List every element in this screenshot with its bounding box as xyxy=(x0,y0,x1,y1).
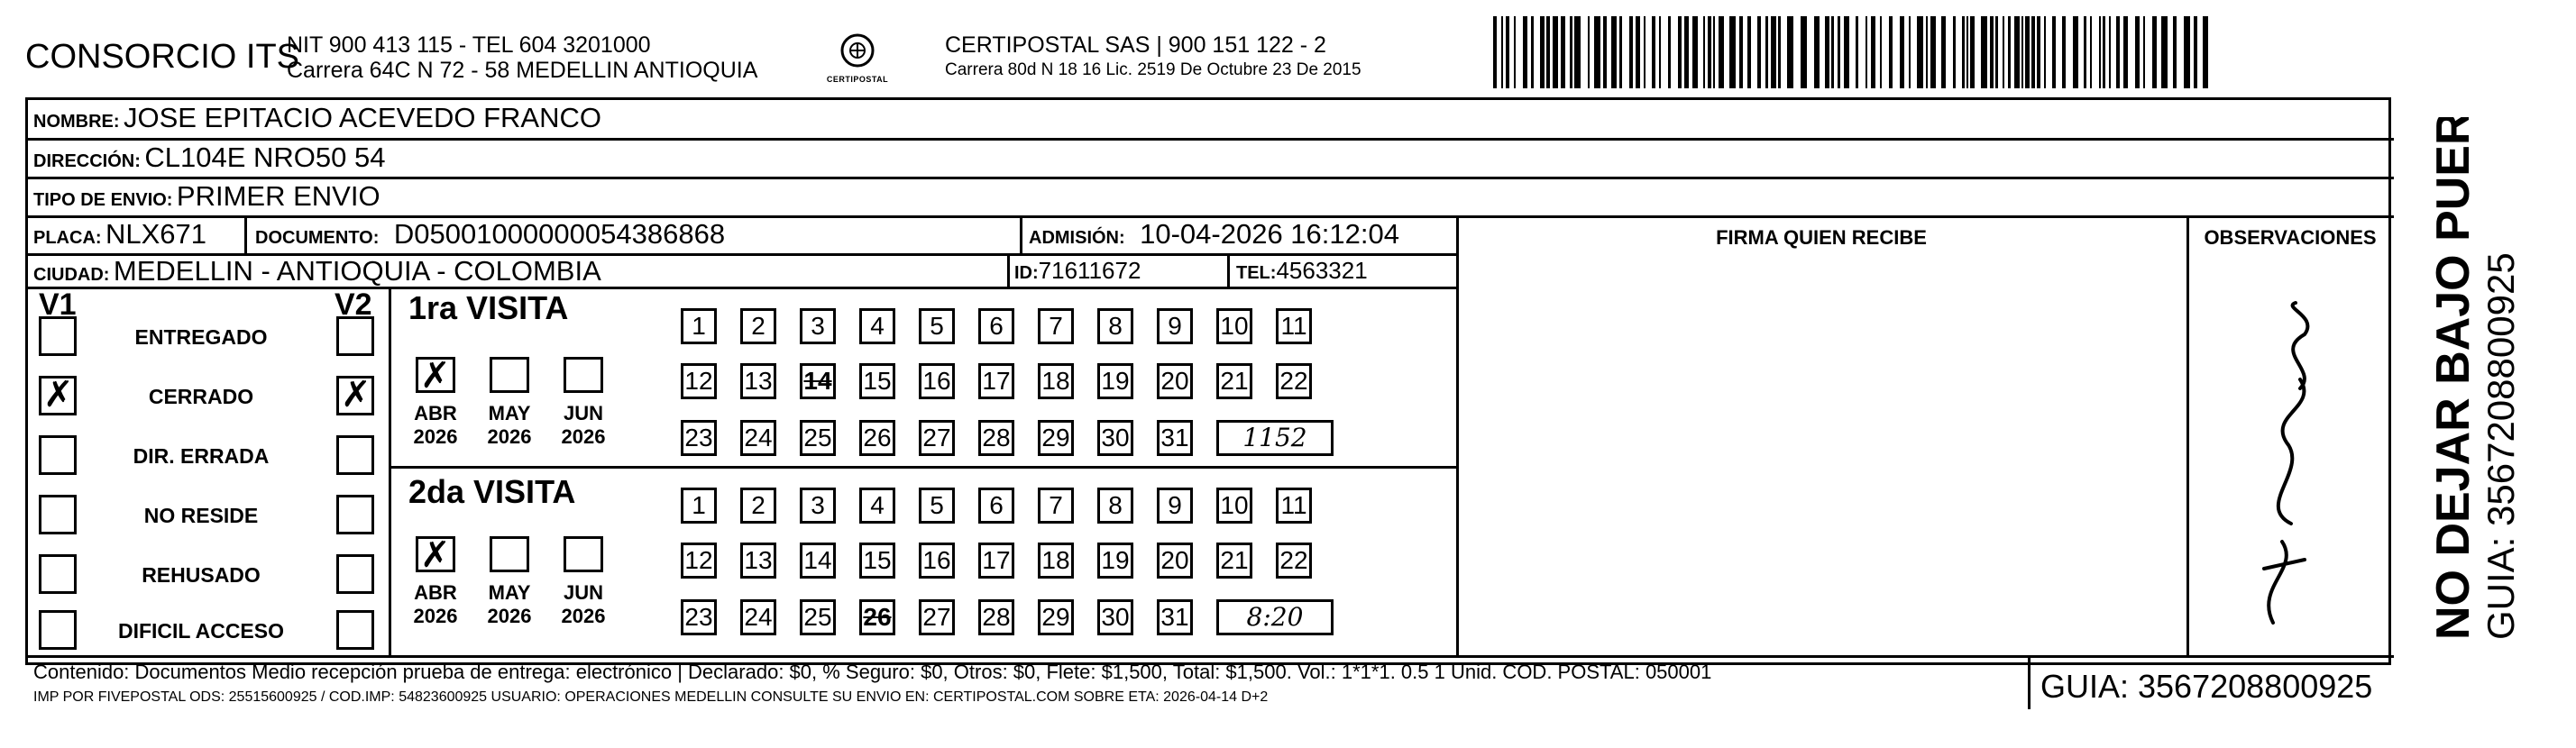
reason-label: DIFICIL ACCESO xyxy=(117,619,284,643)
v2-checkbox[interactable] xyxy=(336,376,374,415)
nombre-field xyxy=(33,102,601,134)
barcode-bar xyxy=(1644,16,1646,88)
barcode-bar xyxy=(1787,16,1793,88)
day-box[interactable]: 31 xyxy=(1157,420,1193,456)
day-box[interactable]: 13 xyxy=(740,543,776,579)
barcode-bar xyxy=(1917,16,1923,88)
day-box[interactable]: 9 xyxy=(1157,488,1193,524)
ciudad-field xyxy=(33,255,601,287)
day-box[interactable]: 26 xyxy=(859,599,895,635)
barcode-bar xyxy=(1814,16,1820,88)
barcode-bar xyxy=(1594,16,1600,88)
barcode-bar xyxy=(1719,16,1724,88)
day-box[interactable]: 21 xyxy=(1216,363,1252,399)
day-box[interactable]: 20 xyxy=(1157,543,1193,579)
barcode-bar xyxy=(1514,16,1516,88)
side-notice xyxy=(2406,117,2576,658)
day-box[interactable]: 3 xyxy=(800,308,836,344)
barcode-bar xyxy=(1506,16,1509,88)
day-box[interactable]: 25 xyxy=(800,420,836,456)
barcode-bar xyxy=(1856,16,1858,88)
barcode-bar xyxy=(2008,16,2011,88)
barcode-bar xyxy=(1765,16,1768,88)
side-notice-text: NO DEJAR BAJO PUERTA xyxy=(2427,117,2480,640)
placa-label: PLACA: xyxy=(33,228,102,248)
month-label: ABR 2026 xyxy=(413,402,458,448)
barcode-bar xyxy=(1668,16,1671,88)
footer-guia: GUIA: 3567208800925 xyxy=(2040,668,2373,705)
barcode-bar xyxy=(2031,16,2035,88)
barcode-bar xyxy=(1909,16,1911,88)
barcode-bar xyxy=(1866,16,1867,88)
day-box[interactable]: 7 xyxy=(1038,488,1074,524)
day-box[interactable]: 10 xyxy=(1216,488,1252,524)
footer-content-line: Contenido: Documentos Medio recepción prueba de entrega: electrónico | Declarado: $0, % Seguro: $0, Otros: $0, Flete: $1,500, Total: $1,500. Vol.: 1*1*1. 0.5 1 Unid. COD. POSTAL: 050001 xyxy=(33,661,1712,683)
second-visit-title: 2da VISITA xyxy=(408,473,576,510)
month-checkbox[interactable] xyxy=(490,536,529,572)
v2-checkbox[interactable] xyxy=(336,554,374,594)
tipo-envio-field xyxy=(33,180,380,213)
delivery-form xyxy=(25,97,2391,705)
v2-heading: V2 xyxy=(335,287,372,322)
day-box[interactable]: 28 xyxy=(978,420,1014,456)
day-box[interactable]: 4 xyxy=(859,308,895,344)
barcode-bar xyxy=(2021,16,2023,88)
barcode-bar xyxy=(2073,16,2078,88)
day-box[interactable]: 5 xyxy=(919,488,955,524)
day-box[interactable]: 1 xyxy=(681,308,717,344)
v2-checkbox[interactable] xyxy=(336,610,374,650)
month-checkbox[interactable] xyxy=(490,357,529,393)
barcode-bar xyxy=(1588,16,1590,88)
v1-checkbox[interactable] xyxy=(39,554,77,594)
day-box[interactable]: 20 xyxy=(1157,363,1193,399)
barcode-bar xyxy=(1926,16,1928,88)
day-box[interactable]: 17 xyxy=(978,363,1014,399)
barcode-bar xyxy=(1771,16,1776,88)
signature-image xyxy=(2219,298,2354,632)
barcode-bar xyxy=(2123,16,2128,88)
barcode-bar xyxy=(1501,16,1503,88)
barcode-bar xyxy=(1570,16,1572,88)
placa-value: NLX671 xyxy=(105,218,207,250)
day-box[interactable]: 24 xyxy=(740,420,776,456)
barcode-bar xyxy=(2025,16,2030,88)
tipo-envio-label: TIPO DE ENVIO: xyxy=(33,190,173,210)
barcode-bar xyxy=(1603,16,1607,88)
day-box[interactable]: 6 xyxy=(978,308,1014,344)
barcode-bar xyxy=(1684,16,1689,88)
v2-checkbox[interactable] xyxy=(336,495,374,534)
admision-label: ADMISIÓN: xyxy=(1029,228,1125,248)
barcode-bar xyxy=(1871,16,1875,88)
day-box[interactable]: 19 xyxy=(1097,543,1133,579)
check-mark-icon: ✗ xyxy=(43,374,74,415)
v1-checkbox[interactable] xyxy=(39,376,77,415)
direccion-label: DIRECCIÓN: xyxy=(33,151,141,171)
barcode-bar xyxy=(2194,16,2197,88)
day-box[interactable]: 24 xyxy=(740,599,776,635)
day-box[interactable]: 12 xyxy=(681,543,717,579)
day-box[interactable]: 7 xyxy=(1038,308,1074,344)
day-box[interactable]: 14 xyxy=(800,363,836,399)
day-box[interactable]: 16 xyxy=(919,363,955,399)
day-box[interactable]: 17 xyxy=(978,543,1014,579)
check-mark-icon: ✗ xyxy=(420,355,451,397)
day-box[interactable]: 15 xyxy=(859,363,895,399)
barcode-bar xyxy=(2116,16,2120,88)
certipostal-line: CERTIPOSTAL SAS | 900 151 122 - 2 xyxy=(945,32,1326,58)
documento-value: D05001000000054386868 xyxy=(393,218,726,250)
barcode-bar xyxy=(2099,16,2101,88)
id-label: ID: xyxy=(1014,263,1039,283)
day-box[interactable]: 30 xyxy=(1097,420,1133,456)
tipo-envio-value: PRIMER ENVIO xyxy=(176,180,380,212)
barcode-bar xyxy=(1825,16,1829,88)
barcode-bar xyxy=(1966,16,1968,88)
barcode-bar xyxy=(2037,16,2040,88)
month-checkbox[interactable] xyxy=(564,536,603,572)
day-box[interactable]: 22 xyxy=(1276,543,1312,579)
direccion-value: CL104E NRO50 54 xyxy=(144,141,386,173)
reason-label: NO RESIDE xyxy=(143,504,259,527)
barcode-bar xyxy=(1995,16,1998,88)
barcode-bar xyxy=(2152,16,2157,88)
barcode-bar xyxy=(1880,16,1882,88)
barcode-bar xyxy=(2135,16,2140,88)
day-box[interactable]: 30 xyxy=(1097,599,1133,635)
reason-label: DIR. ERRADA xyxy=(133,444,270,468)
month-label: ABR 2026 xyxy=(413,581,458,627)
day-box[interactable]: 19 xyxy=(1097,363,1133,399)
day-box[interactable]: 8 xyxy=(1097,488,1133,524)
barcode-bar xyxy=(1652,16,1655,88)
barcode-bar xyxy=(2203,16,2208,88)
barcode-bar xyxy=(1930,16,1936,88)
day-box[interactable]: 5 xyxy=(919,308,955,344)
barcode-bar xyxy=(1561,16,1565,88)
v2-checkbox[interactable] xyxy=(336,316,374,356)
barcode-bar xyxy=(2044,16,2046,88)
month-label: JUN 2026 xyxy=(561,581,606,627)
barcode-bar xyxy=(1953,16,1956,88)
day-box[interactable]: 14 xyxy=(800,543,836,579)
barcode-bar xyxy=(1941,16,1946,88)
barcode-bar xyxy=(2062,16,2066,88)
barcode-bar xyxy=(1962,16,1965,88)
barcode-bar xyxy=(2143,16,2145,88)
day-box[interactable]: 4 xyxy=(859,488,895,524)
barcode-bar xyxy=(1900,16,1904,88)
month-checkbox[interactable] xyxy=(416,355,455,397)
day-box[interactable]: 29 xyxy=(1038,420,1074,456)
day-box[interactable]: 31 xyxy=(1157,599,1193,635)
barcode-bar xyxy=(1629,16,1633,88)
barcode-bar xyxy=(1659,16,1661,88)
barcode-bar xyxy=(2161,16,2168,88)
day-box[interactable]: 28 xyxy=(978,599,1014,635)
barcode-bar xyxy=(1757,16,1761,88)
certipostal-block xyxy=(945,32,1361,83)
barcode-bar xyxy=(1531,16,1534,88)
day-box[interactable]: 12 xyxy=(681,363,717,399)
ciudad-value: MEDELLIN - ANTIOQUIA - COLOMBIA xyxy=(113,255,601,287)
v1-checkbox[interactable] xyxy=(39,495,77,534)
day-box[interactable]: 16 xyxy=(919,543,955,579)
day-box[interactable]: 15 xyxy=(859,543,895,579)
nombre-value: JOSE EPITACIO ACEVEDO FRANCO xyxy=(124,102,601,133)
barcode-bar xyxy=(1729,16,1736,88)
id-field xyxy=(1014,257,1141,285)
barcode-bar xyxy=(1990,16,1994,88)
placa-field xyxy=(33,218,206,251)
day-box[interactable]: 9 xyxy=(1157,308,1193,344)
barcode-bar xyxy=(1540,16,1545,88)
documento-label: DOCUMENTO: xyxy=(255,228,380,248)
company-nit-block xyxy=(287,32,757,83)
first-visit-title: 1ra VISITA xyxy=(408,289,569,326)
tel-field xyxy=(1236,257,1368,285)
barcode-bar xyxy=(1739,16,1743,88)
company-nit-line: NIT 900 413 115 - TEL 604 3201000 xyxy=(287,32,651,58)
day-box[interactable]: 3 xyxy=(800,488,836,524)
day-box[interactable]: 27 xyxy=(919,599,955,635)
reason-label: ENTREGADO xyxy=(134,325,268,349)
barcode-bar xyxy=(2084,16,2086,88)
v1-heading: V1 xyxy=(39,287,77,322)
barcode-bar xyxy=(1844,16,1849,88)
direccion-field xyxy=(33,141,385,174)
day-box[interactable]: 18 xyxy=(1038,543,1074,579)
day-box[interactable]: 8 xyxy=(1097,308,1133,344)
company-name: CONSORCIO ITS xyxy=(25,38,300,76)
company-address-line: Carrera 64C N 72 - 58 MEDELLIN ANTIOQUIA xyxy=(287,58,758,83)
day-box[interactable]: 25 xyxy=(800,599,836,635)
barcode-bar xyxy=(2184,16,2190,88)
day-box[interactable]: 26 xyxy=(859,420,895,456)
barcode-bar xyxy=(1981,16,1987,88)
day-box[interactable]: 27 xyxy=(919,420,955,456)
admision-value: 10-04-2026 16:12:04 xyxy=(1140,218,1399,250)
barcode-bar xyxy=(1678,16,1682,88)
day-box[interactable]: 23 xyxy=(681,599,717,635)
barcode-bar xyxy=(1970,16,1975,88)
month-label: MAY 2026 xyxy=(487,581,532,627)
barcode-bar xyxy=(2109,16,2111,88)
month-checkbox[interactable] xyxy=(564,357,603,393)
day-box[interactable]: 10 xyxy=(1216,308,1252,344)
certipostal-license-line: Carrera 80d N 18 16 Lic. 2519 De Octubre 23 De 2015 xyxy=(945,60,1361,79)
side-guia-text: GUIA: 3567208800925 xyxy=(2480,252,2522,640)
barcode-bar xyxy=(2090,16,2092,88)
firma-heading: FIRMA QUIEN RECIBE xyxy=(1716,226,1927,249)
barcode-bar xyxy=(1713,16,1715,88)
barcode-bar xyxy=(1703,16,1705,88)
v2-checkbox[interactable] xyxy=(336,435,374,475)
day-box[interactable]: 22 xyxy=(1276,363,1312,399)
barcode-bar xyxy=(1611,16,1617,88)
barcode-bar xyxy=(1801,16,1807,88)
barcode-bar xyxy=(2003,16,2004,88)
footer-print-line: IMP POR FIVEPOSTAL ODS: 25515600925 / COD.IMP: 54823600925 USUARIO: OPERACIONES MEDELLIN CONSULTE SU ENVIO EN: CERTIPOSTAL.COM SOBRE ETA: 2026-04-14 D+2 xyxy=(33,689,1269,705)
barcode-bar xyxy=(1708,16,1711,88)
barcode-bar xyxy=(1553,16,1558,88)
barcode-bar xyxy=(2052,16,2056,88)
day-box[interactable]: 11 xyxy=(1276,488,1312,524)
day-box[interactable]: 2 xyxy=(740,488,776,524)
tel-label: TEL: xyxy=(1236,263,1277,283)
v1-checkbox[interactable] xyxy=(39,435,77,475)
month-label: MAY 2026 xyxy=(487,402,532,448)
day-box[interactable]: 13 xyxy=(740,363,776,399)
check-mark-icon: ✗ xyxy=(420,534,451,576)
barcode-bar xyxy=(1692,16,1698,88)
day-box[interactable]: 11 xyxy=(1276,308,1312,344)
day-box[interactable]: 21 xyxy=(1216,543,1252,579)
ciudad-label: CIUDAD: xyxy=(33,265,110,285)
month-label: JUN 2026 xyxy=(561,402,606,448)
nombre-label: NOMBRE: xyxy=(33,112,120,132)
logo-icon xyxy=(839,32,875,68)
barcode-bar xyxy=(1546,16,1550,88)
month-checkbox[interactable] xyxy=(416,534,455,576)
barcode-bar xyxy=(1778,16,1781,88)
barcode-bar xyxy=(1574,16,1581,88)
reason-label: REHUSADO xyxy=(142,563,261,587)
documento-field xyxy=(255,218,725,251)
day-box[interactable]: 1 xyxy=(681,488,717,524)
check-mark-icon: ✗ xyxy=(341,374,371,415)
barcode-bar xyxy=(2173,16,2177,88)
handwritten-time-box[interactable]: 8:20 xyxy=(1216,599,1334,635)
barcode-bar xyxy=(1747,16,1751,88)
day-box[interactable]: 23 xyxy=(681,420,717,456)
barcode-bar xyxy=(1619,16,1622,88)
certipostal-logo xyxy=(826,32,889,96)
v1-checkbox[interactable] xyxy=(39,610,77,650)
barcode-bar xyxy=(2103,16,2105,88)
day-box[interactable]: 29 xyxy=(1038,599,1074,635)
admision-field xyxy=(1029,218,1399,251)
barcode-graphic xyxy=(1493,16,2214,88)
logo-text: CERTIPOSTAL xyxy=(826,75,889,84)
barcode-bar xyxy=(1889,16,1893,88)
observaciones-heading: OBSERVACIONES xyxy=(2204,226,2377,249)
barcode-bar xyxy=(1831,16,1834,88)
barcode-bar xyxy=(1523,16,1527,88)
id-value: 71611672 xyxy=(1038,257,1141,284)
reason-label: CERRADO xyxy=(148,385,254,408)
barcode-bar xyxy=(1493,16,1497,88)
v1-checkbox[interactable] xyxy=(39,316,77,356)
barcode-bar xyxy=(1636,16,1640,88)
handwritten-time-box[interactable]: 1152 xyxy=(1216,420,1334,456)
tel-value: 4563321 xyxy=(1276,257,1368,284)
barcode-bar xyxy=(1838,16,1840,88)
day-box[interactable]: 18 xyxy=(1038,363,1074,399)
barcode-bar xyxy=(2014,16,2020,88)
day-box[interactable]: 2 xyxy=(740,308,776,344)
day-box[interactable]: 6 xyxy=(978,488,1014,524)
